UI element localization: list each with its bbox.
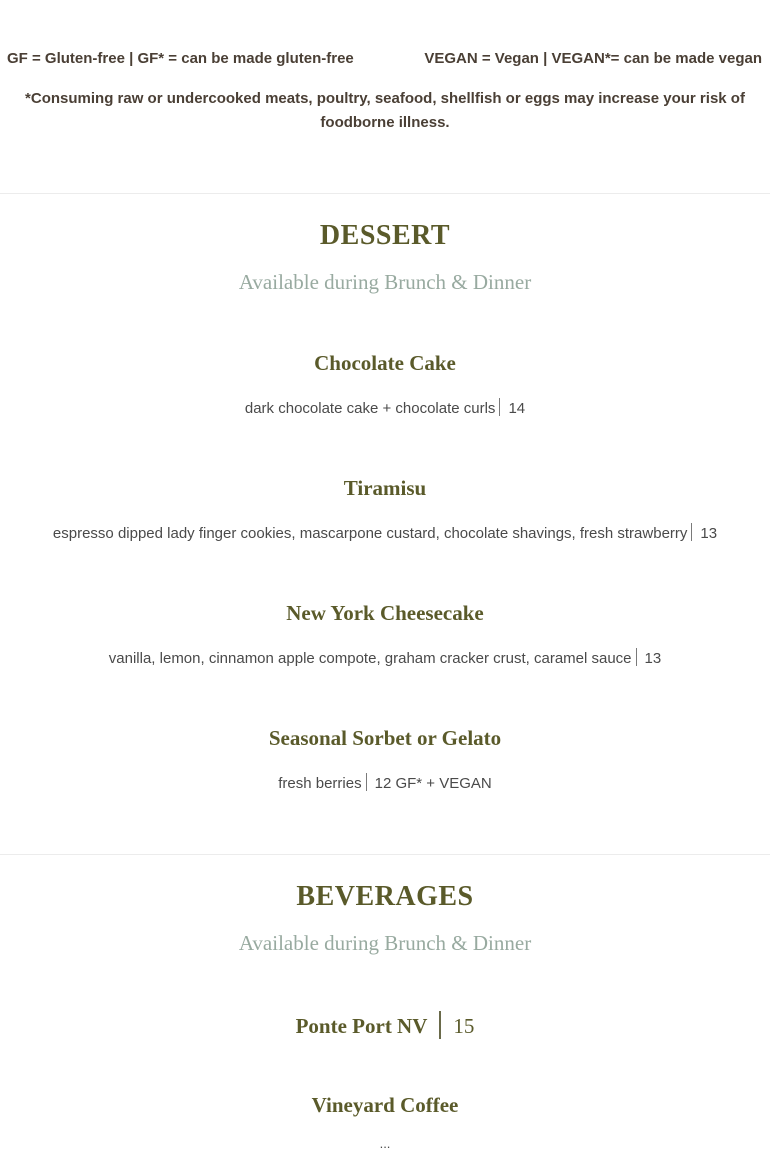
item-price: 14 (508, 400, 526, 417)
item-desc-text: fresh berries (278, 775, 362, 792)
menu-item-name: Tiramisu (343, 476, 427, 500)
item-price: 12 GF* + VEGAN (374, 775, 492, 792)
item-price: 15 (453, 1014, 475, 1038)
item-desc-text: espresso dipped lady finger cookies, mascarpone custard, chocolate shavings, fresh strawberry (52, 525, 688, 542)
menu-item-name (0, 1011, 770, 1039)
menu-item-name: New York Cheesecake (286, 601, 484, 625)
item-price: 13 (700, 525, 718, 542)
menu-item-description (0, 773, 770, 792)
menu-item-name: Seasonal Sorbet or Gelato (268, 726, 502, 750)
price-separator (439, 1011, 441, 1039)
beverages-section-title: BEVERAGES (296, 881, 474, 912)
price-separator (366, 773, 367, 791)
menu-item-description (0, 398, 770, 417)
food-safety-warning: *Consuming raw or undercooked meats, poultry, seafood, shellfish or eggs may increase your risk of foodborne illness. (25, 90, 745, 131)
menu-item-description (0, 648, 770, 667)
item-name-text: Ponte Port NV (295, 1014, 428, 1038)
dietary-legend (0, 50, 770, 70)
item-desc-text: vanilla, lemon, cinnamon apple compote, graham cracker crust, caramel sauce (108, 650, 632, 667)
vegan-legend: VEGAN = Vegan | VEGAN*= can be made vegan (424, 50, 762, 67)
menu-item-description-truncated: ... (379, 1136, 391, 1151)
price-separator (636, 648, 637, 666)
menu-item-name: Vineyard Coffee (311, 1093, 459, 1117)
item-desc-text: dark chocolate cake + chocolate curls (244, 400, 496, 417)
gluten-free-legend: GF = Gluten-free | GF* = can be made gluten-free (7, 50, 354, 67)
beverages-section-subtitle: Available during Brunch & Dinner (238, 931, 532, 955)
dessert-section-title: DESSERT (319, 220, 451, 251)
item-price: 13 (644, 650, 662, 667)
menu-item-name: Chocolate Cake (314, 351, 456, 375)
section-divider (0, 193, 770, 194)
price-separator (691, 523, 692, 541)
section-divider (0, 854, 770, 855)
price-separator (499, 398, 500, 416)
menu-item-description (0, 523, 770, 542)
dessert-section-subtitle: Available during Brunch & Dinner (238, 270, 532, 294)
